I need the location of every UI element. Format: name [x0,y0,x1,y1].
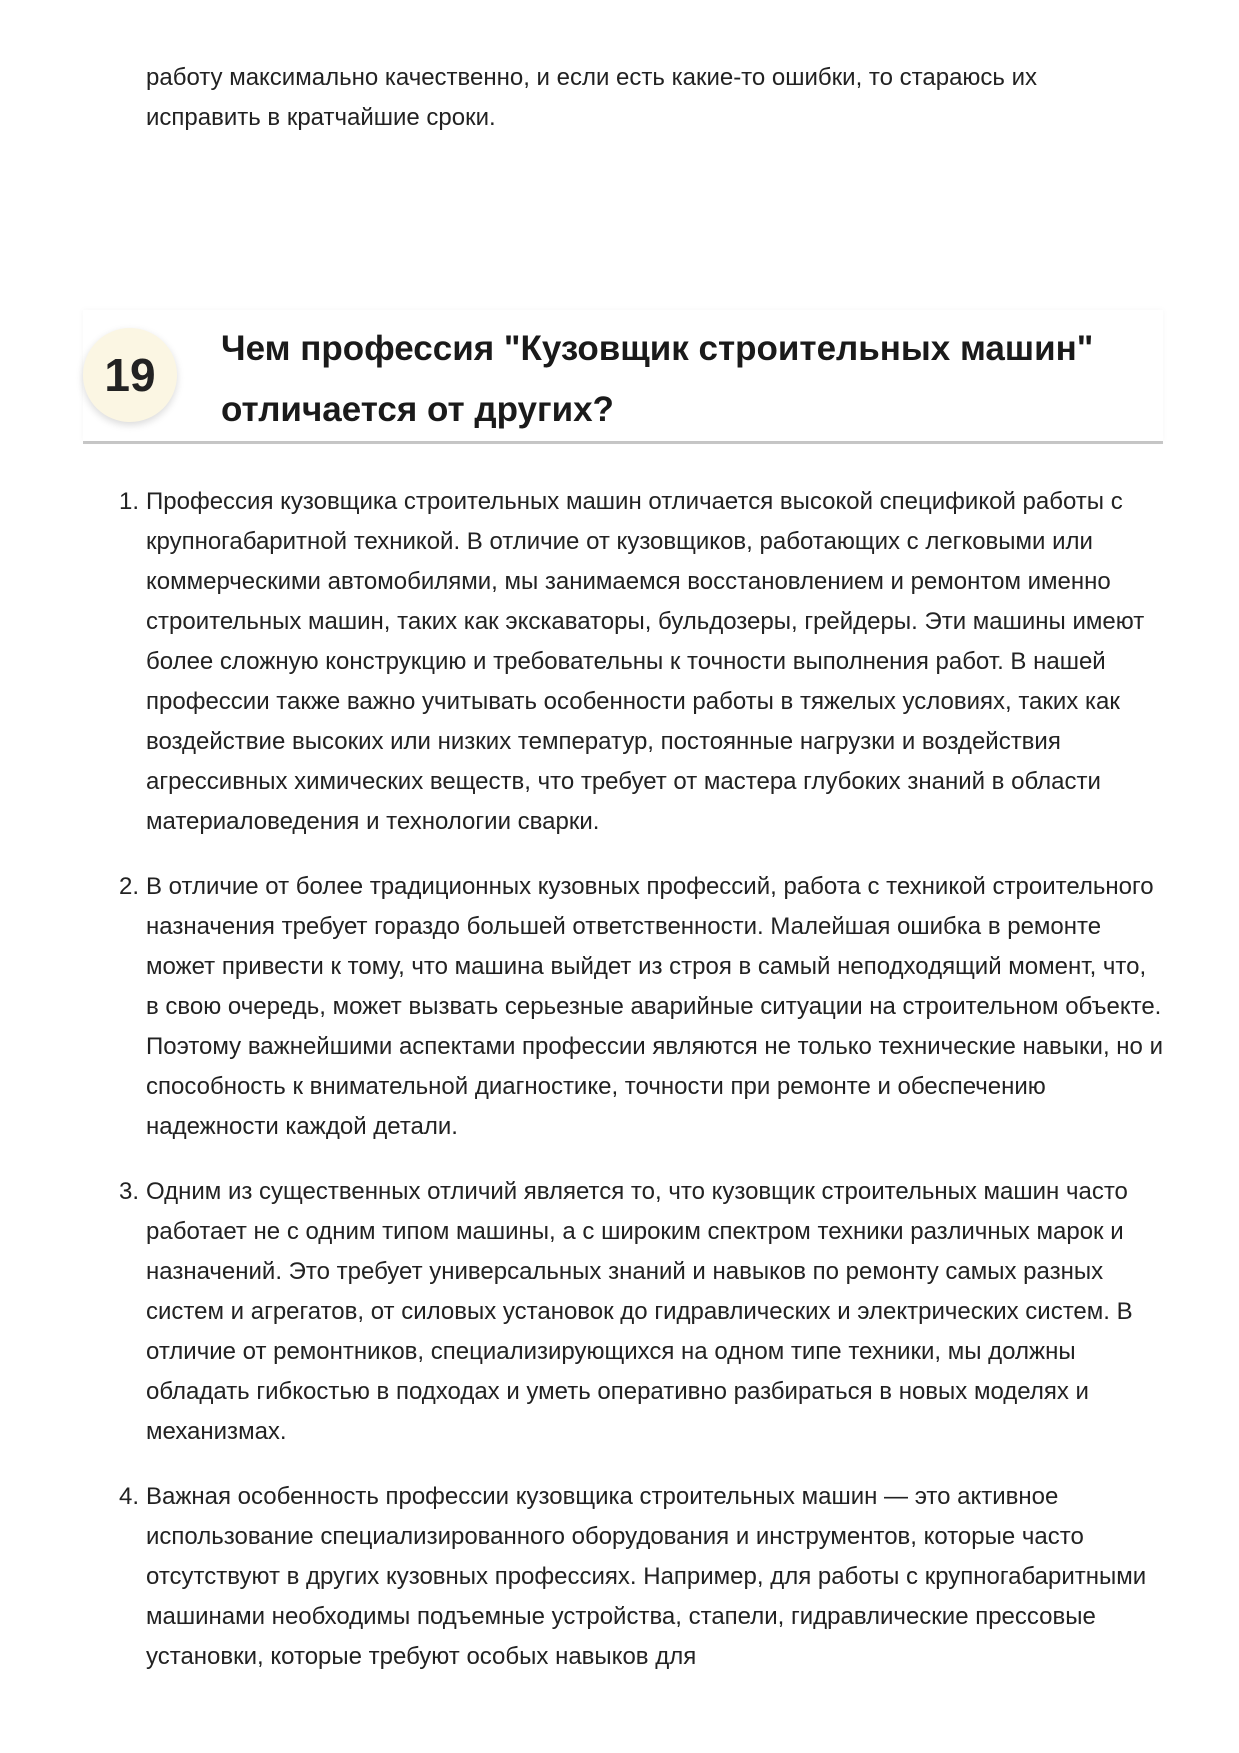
list-item [108,482,1163,842]
answer-list [108,482,1163,1702]
list-item-text: Одним из существенных отличий является то, что кузовщик строительных машин часто работает не с одним типом машины, а с широким спектром техники различных марок и назначений. Это требует универсальных знаний и навыков по ремонту самых разных систем и агрегатов, от силовых установок до гидравлических и электрических систем. В отличие от ремонтников, специализирующихся на одном типе техники, мы должны обладать гибкостью в подходах и уметь оперативно разбираться в новых моделях и механизмах. [146,1178,1133,1445]
list-item [108,867,1163,1147]
list-item-number: 4. [119,1483,140,1510]
list-item-text: Профессия кузовщика строительных машин отличается высокой спецификой работы с крупногабаритной техникой. В отличие от кузовщиков, работающих с легковыми или коммерческими автомобилями, мы занимаемся восстановлением и ремонтом именно строительных машин, таких как экскаваторы, бульдозеры, грейдеры. Эти машины имеют более сложную конструкцию и требовательны к точности выполнения работ. В нашей профессии также важно учитывать особенности работы в тяжелых условиях, таких как воздействие высоких или низких температур, постоянные нагрузки и воздействия агрессивных химических веществ, что требует от мастера глубоких знаний в области материаловедения и технологии сварки. [146,488,1145,835]
intro-paragraph: работу максимально качественно, и если есть какие-то ошибки, то стараюсь их исправить в кратчайшие сроки. [146,64,1037,131]
list-item-number: 2. [119,873,140,900]
list-item [108,1172,1163,1452]
list-item-text: Важная особенность профессии кузовщика строительных машин — это активное использование специализированного оборудования и инструментов, которые часто отсутствуют в других кузовных профессиях. Например, для работы с крупногабаритными машинами необходимы подъемные устройства, стапели, гидравлические прессовые установки, которые требуют особых навыков для [146,1483,1147,1670]
list-item-number: 1. [119,488,140,515]
section-title: Чем профессия "Кузовщик строительных машин" отличается от других? [221,329,1094,429]
list-item [108,1477,1163,1677]
list-item-number: 3. [119,1178,140,1205]
list-item-text: В отличие от более традиционных кузовных профессий, работа с техникой строительного назначения требует гораздо большей ответственности. Малейшая ошибка в ремонте может привести к тому, что машина выйдет из строя в самый неподходящий момент, что, в свою очередь, может вызвать серьезные аварийные ситуации на строительном объекте. Поэтому важнейшими аспектами профессии являются не только технические навыки, но и способность к внимательной диагностике, точности при ремонте и обеспечению надежности каждой детали. [146,873,1163,1140]
section-header [83,310,1163,444]
section-number-badge: 19 [83,328,177,422]
